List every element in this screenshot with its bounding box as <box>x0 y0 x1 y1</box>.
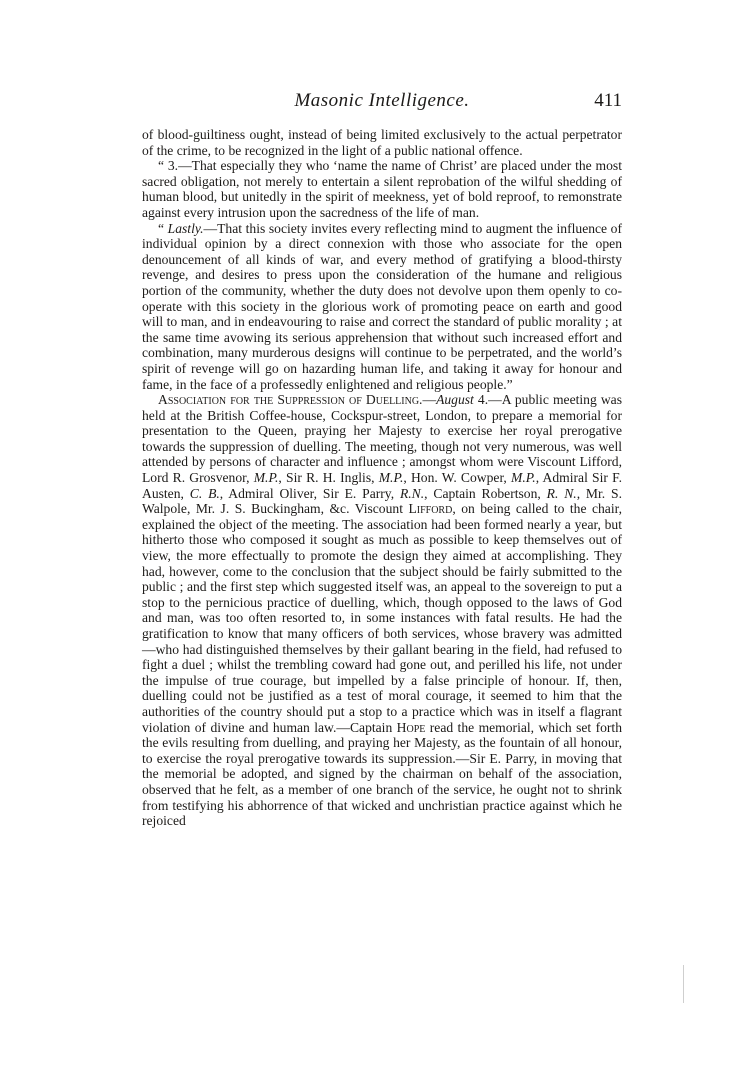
title-abbrev: M.P. <box>253 470 279 486</box>
page-edge-mark <box>683 965 684 1003</box>
paragraph-duelling-association <box>142 392 622 829</box>
text-run: , Captain Robertson, <box>424 485 547 501</box>
open-quote: “ <box>158 220 165 236</box>
paragraph-continuation: of blood-guiltiness ought, instead of being limited exclusively to the actual perpetrator of the crime, to be recognized in the light of a public national offence. <box>142 127 622 158</box>
text-run: , on being called to the chair, explained the object of the meeting. The association had been formed nearly a year, but hitherto those who composed it sought as much as possible to keep themselves out of view, the more effectually to promote the design they aimed at accomplishing. They had, however, come to the conclusion that the subject should be fairly submitted to the public ; and the first step which suggested itself was, an appeal to the sovereign to put a stop to the pernicious practice of duelling, which, though opposed to the laws of God and man, was too often resorted to, in some instances with fatal results. He had the gratification to know that many officers of both services, whose bravery was admitted—who had distinguished themselves by their gallant bearing in the field, had refused to fight a duel ; whilst the trembling coward had gone out, and perilled his life, not under the impulse of true courage, but impelled by a false principle of honour. If, then, duelling could not be justified as a test of moral courage, it seemed to him that the authorities of the country should put a stop to a practice which was in itself a flagrant violation of divine and human law.—Captain <box>142 501 622 735</box>
page-number: 411 <box>594 90 622 111</box>
text-run: , Admiral Oliver, Sir E. Parry, <box>219 485 400 501</box>
running-title: Masonic Intelligence. <box>294 90 470 111</box>
lastly-text: —That this society invites every reflecting mind to augment the influence of individual opinion by a direct connexion with those who associate for the open denouncement of all kinds of war, and every method of gratifying a blood-thirsty revenge, and desires to press upon the consideration of the humane and religious portion of the community, whether the duty does not devolve upon them openly to co-operate with this society in the glorious work of promoting peace on earth and good will to man, and in endeavouring to raise and correct the standard of public morality ; at the same time avowing its serious apprehension that without such increased effort and combination, many murderous designs will continue to be perpetrated, and the world’s spirit of revenge will go on hazarding human life, and taking it away for honour and fame, in the face of a professedly enlightened and religious people.” <box>142 220 622 392</box>
name-smallcaps: Lifford <box>408 501 453 517</box>
text-run: 4.—A public meeting was held at the British Coffee-house, Cockspur-street, London, to prepare a memorial for presentation to the Queen, praying her Majesty to exercise her royal prerogative towards the suppression of duelling. The meeting, though not very numerous, was well attended by persons of character and influence ; amongst whom were Viscount Lifford, Lord R. Grosvenor, <box>142 392 622 486</box>
title-abbrev: R.N. <box>399 485 425 501</box>
meeting-date: August <box>436 392 474 408</box>
text-run: , Sir R. H. Inglis, <box>278 470 379 486</box>
page-header <box>142 90 622 120</box>
title-abbrev: C. B. <box>189 485 220 501</box>
title-abbrev: M.P. <box>511 470 536 486</box>
title-abbrev: R. N. <box>546 485 577 501</box>
body-text <box>142 127 622 829</box>
section-heading: Association for the Suppression of Duelling. <box>158 392 423 408</box>
heading-dash: — <box>422 392 437 408</box>
lastly-label: Lastly. <box>167 220 204 236</box>
name-smallcaps: Hope <box>396 719 426 735</box>
text-run: , Hon. W. Cowper, <box>403 470 512 486</box>
text-run: , Admiral Sir F. Austen, <box>142 470 622 501</box>
paragraph-resolution-3: “ 3.—That especially they who ‘name the name of Christ’ are placed under the most sacred obligation, not merely to entertain a silent reprobation of the wilful shedding of human blood, but unitedly in the spirit of meekness, yet of bold reproof, to remonstrate against every intrusion upon the sacredness of the life of man. <box>142 158 622 220</box>
title-abbrev: M.P. <box>378 470 404 486</box>
paragraph-resolution-lastly <box>142 221 622 393</box>
text-run: read the memorial, which set forth the evils resulting from duelling, and praying her Majesty, as the fountain of all honour, to exercise the royal prerogative towards its suppression.—Sir E. Parry, in moving that the memorial be adopted, and signed by the chairman on behalf of the association, observed that he felt, as a member of one branch of the service, he ought not to shrink from testifying his abhorrence of that wicked and unchristian practice against which he rejoiced <box>142 719 622 829</box>
text-run: , Mr. S. Walpole, Mr. J. S. Buckingham, &c. Viscount <box>142 485 623 517</box>
